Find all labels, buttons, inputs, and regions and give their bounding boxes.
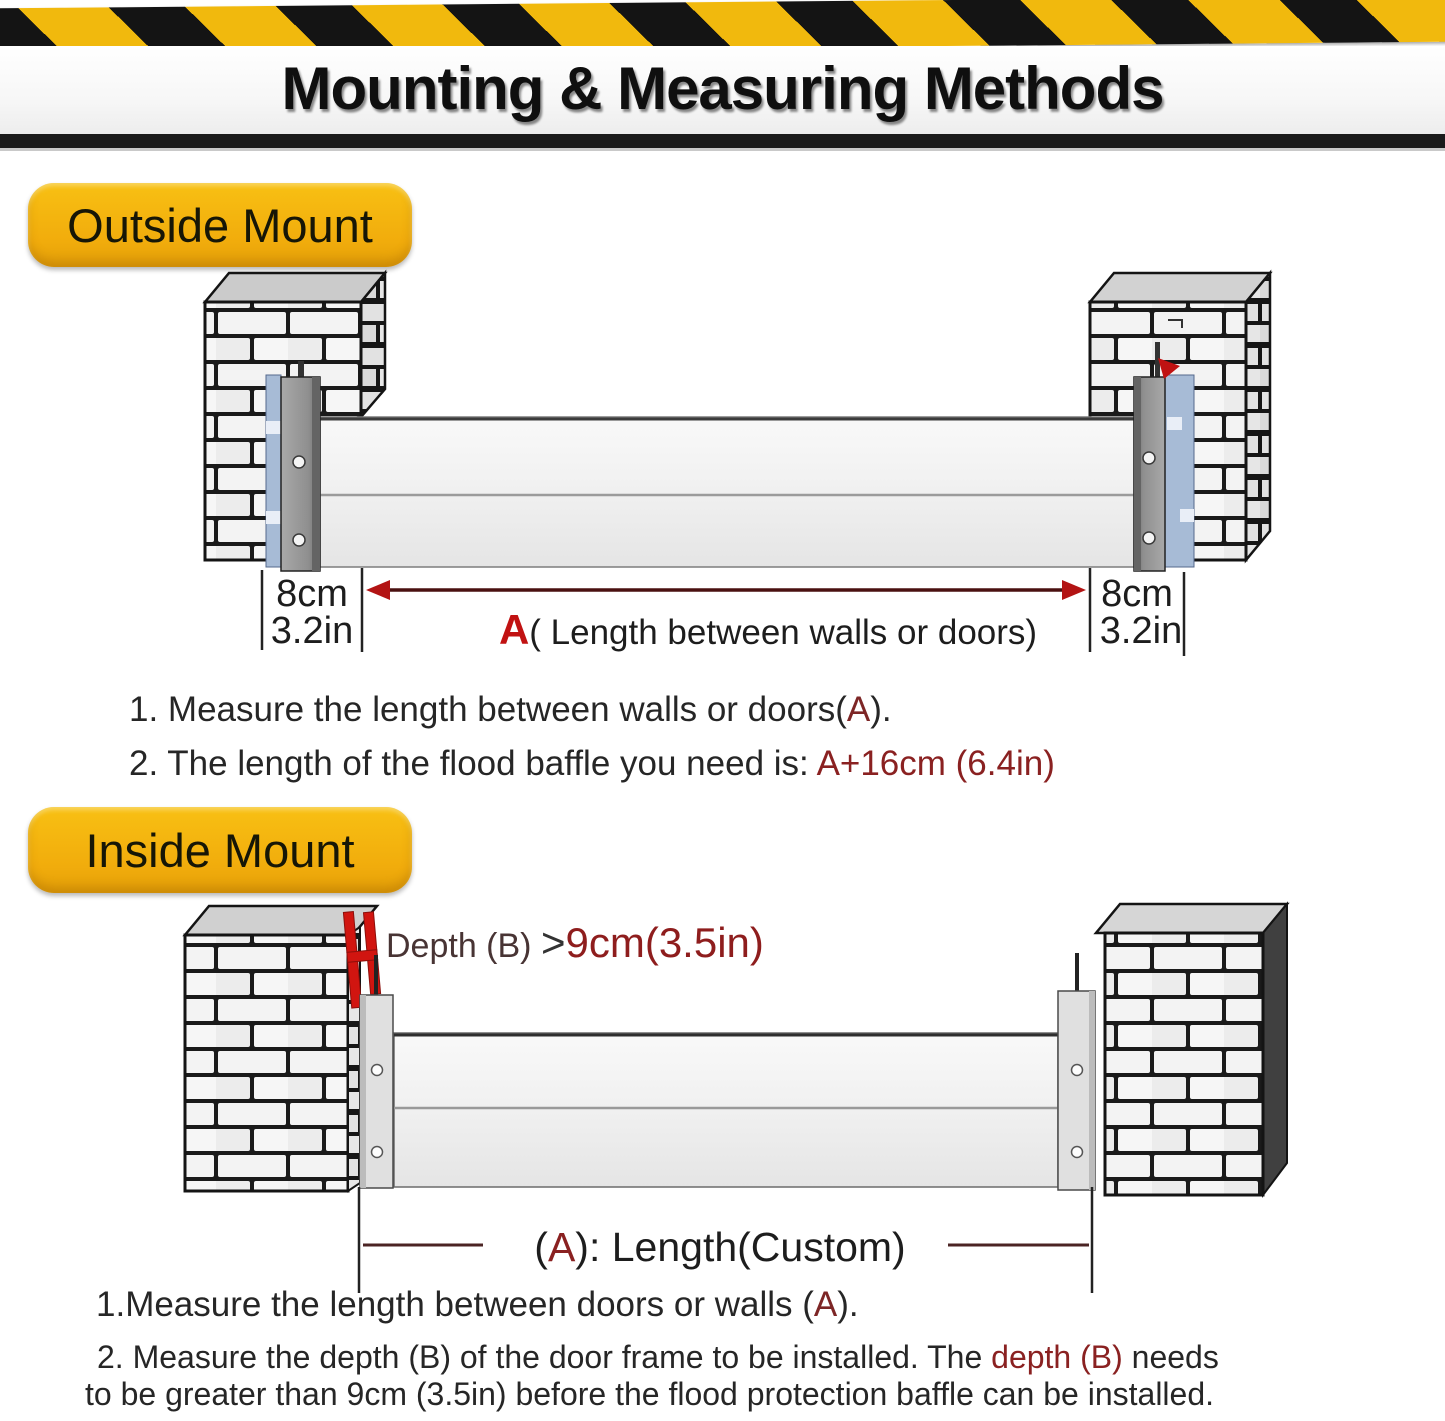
screw-hole [1072, 1065, 1083, 1076]
step-text: needs [1122, 1339, 1219, 1375]
depth-note-label: Depth (B) [386, 927, 541, 965]
length-note-post: ): Length(Custom) [575, 1224, 906, 1270]
right-offset-cm: 8cm [1101, 573, 1173, 615]
seal-notch [1167, 417, 1182, 430]
right-offset-in: 3.2in [1099, 610, 1183, 652]
step-text: 1.Measure the length between doors or walls ( [96, 1285, 814, 1324]
screw-hole [1143, 452, 1155, 464]
step-em: depth (B) [991, 1339, 1123, 1375]
bracket-pin [1075, 953, 1079, 995]
right-mount-bracket [1134, 342, 1194, 571]
flood-barrier-panels [320, 417, 1134, 567]
depth-note [386, 921, 764, 965]
step-text: ). [870, 690, 892, 729]
bracket-pin [374, 955, 378, 995]
arrow-right-icon [1062, 580, 1086, 600]
left-offset-in: 3.2in [270, 610, 354, 652]
outside-step-2 [129, 746, 1055, 783]
seal-notch [1180, 509, 1194, 522]
inside-mount-badge [28, 807, 412, 893]
inside-mount-badge-label: Inside Mount [85, 823, 355, 877]
screw-hole [1143, 532, 1155, 544]
span-a-label [438, 608, 1098, 652]
span-a-letter: A [498, 606, 530, 653]
seal-notch [266, 421, 281, 434]
step-text: 2. Measure the depth (B) of the door frame to be installed. The [97, 1339, 992, 1375]
outside-mount-badge [28, 183, 412, 267]
flood-barrier-panels [394, 1033, 1058, 1187]
length-note-pre: ( [534, 1224, 548, 1270]
right-mount-bracket [1058, 953, 1095, 1190]
screw-hole [372, 1147, 383, 1158]
step-em: A [813, 1285, 838, 1324]
step-em: A [846, 690, 871, 729]
outside-step-1 [129, 692, 892, 729]
length-note [460, 1226, 980, 1269]
screw-hole [293, 534, 305, 546]
depth-note-value: 9cm(3.5in) [565, 919, 764, 966]
step-text: 1. Measure the length between walls or doors( [129, 690, 847, 729]
step-em: A+16cm (6.4in) [816, 744, 1055, 783]
left-mount-bracket [266, 361, 320, 571]
left-offset-cm: 8cm [276, 573, 348, 615]
left-mount-bracket [360, 955, 393, 1188]
screw-hole [372, 1065, 383, 1076]
screw-hole [1072, 1147, 1083, 1158]
span-a-text: ( Length between walls or doors) [529, 613, 1038, 652]
right-pillar [1096, 904, 1287, 1195]
step-text: ). [837, 1285, 859, 1324]
inside-step-2-continued [85, 1378, 1214, 1412]
step-text: 2. The length of the flood baffle you need is: [129, 744, 817, 783]
inside-step-1 [96, 1287, 859, 1324]
step-text: to be greater than 9cm (3.5in) before the flood protection baffle can be installed. [85, 1376, 1215, 1412]
screw-hole [293, 456, 305, 468]
greater-than-symbol: > [540, 919, 566, 966]
seal-notch [266, 511, 281, 524]
banner-divider-line [0, 148, 1445, 151]
outside-mount-badge-label: Outside Mount [67, 198, 373, 252]
inside-step-2 [97, 1341, 1219, 1375]
length-note-a: A [547, 1224, 576, 1270]
page-title: Mounting & Measuring Methods [281, 55, 1164, 122]
arrow-left-icon [366, 580, 390, 600]
banner-divider-bar [0, 134, 1445, 148]
